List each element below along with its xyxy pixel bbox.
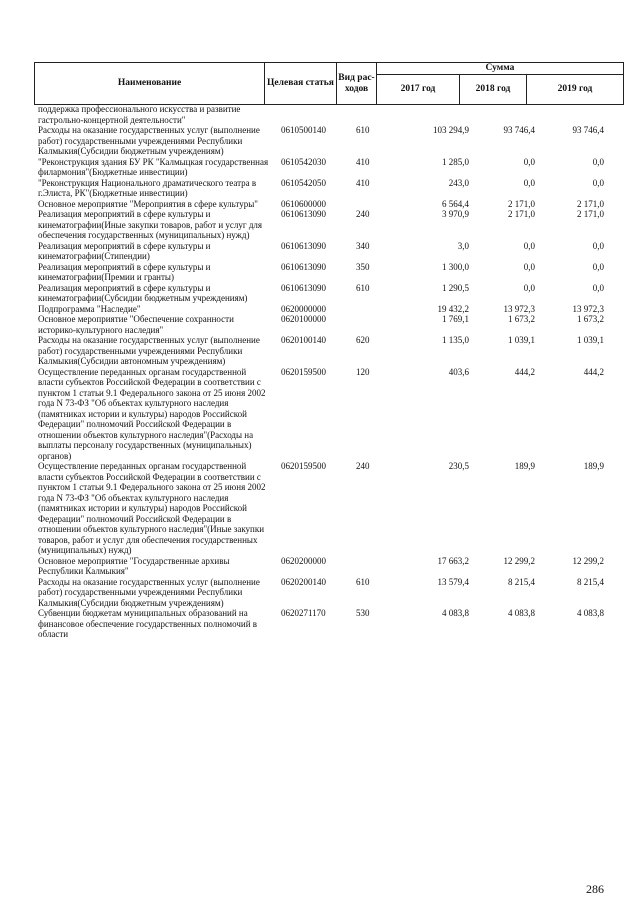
row-2017: 6 564,4 [442, 198, 469, 209]
table-row [38, 314, 628, 335]
row-name: Осуществление переданных органам государственной власти субъектов Российской Федерации в соответствии с пунктом 1 статьи 9.1 Федерального закона от 25 июня 2002 года N 73-ФЗ "Об объектах культурного наследия (памятниках истории и культуры) народов Российской Федерации" полномочий Российской Федерации в отношении объектов культурного наследия"(Иные закупки товаров, работ и услуг для обеспечения государственных (муниципальных) нужд) [38, 461, 266, 555]
row-target-article: 0620100140 [281, 335, 326, 345]
row-2019: 93 746,4 [572, 125, 604, 135]
table-row [38, 262, 628, 283]
row-name: "Реконструкция здания БУ РК "Калмыцкая государственная филармония"(Бюджетные инвестиции) [38, 156, 269, 177]
row-2019: 2 171,0 [577, 198, 604, 209]
table-row [38, 178, 628, 199]
row-name: Реализация мероприятий в сфере культуры и кинематографии(Стипендии) [38, 240, 211, 261]
row-2018: 0,0 [523, 282, 535, 293]
row-target-article: 0610613090 [281, 209, 326, 219]
row-target-article: 0620159500 [281, 461, 326, 471]
row-name: Основное мероприятие "Мероприятия в сфере культуры" [38, 198, 258, 209]
row-target-article: 0610600000 [281, 198, 326, 209]
header-name: Наименование [35, 63, 265, 105]
row-2019: 8 215,4 [577, 576, 604, 587]
row-name: Реализация мероприятий в сфере культуры и кинематографии(Премии и гранты) [38, 261, 211, 282]
row-2017: 17 663,2 [437, 555, 469, 566]
row-2017: 403,6 [448, 366, 469, 377]
header-target-article: Целевая статья [265, 63, 337, 105]
row-2018: 2 171,0 [508, 209, 535, 219]
row-2019: 13 972,3 [572, 303, 604, 314]
row-target-article: 0610500140 [281, 125, 326, 135]
row-name: Расходы на оказание государственных услуг (выполнение работ) государственными учреждениями Республики Калмыкия(Субсидии бюджетным учреждениям) [38, 576, 260, 608]
row-expense-type: 610 [356, 282, 370, 293]
row-target-article: 0620200000 [281, 555, 326, 566]
row-2017: 13 579,4 [437, 576, 469, 587]
row-2018: 4 083,8 [508, 608, 535, 618]
table-row [38, 283, 628, 304]
row-target-article: 0610613090 [281, 282, 326, 293]
row-target-article: 0620100000 [281, 314, 326, 324]
row-2019: 2 171,0 [577, 209, 604, 219]
row-2019: 0,0 [592, 240, 604, 251]
row-2017: 19 432,2 [437, 303, 469, 314]
header-2018: 2018 год [460, 75, 527, 105]
row-name: Расходы на оказание государственных услуг (выполнение работ) государственными учреждениями Республики Калмыкия(Субсидии автономным учреждениям) [38, 335, 260, 366]
row-target-article: 0610613090 [281, 261, 326, 272]
row-2019: 0,0 [592, 177, 604, 188]
row-2017: 230,5 [448, 461, 469, 471]
table-row [38, 461, 628, 556]
row-2017: 3,0 [457, 240, 469, 251]
row-name: Основное мероприятие "Государственные архивы Республики Калмыкия" [38, 555, 230, 576]
table-row [38, 199, 628, 210]
table-row [38, 125, 628, 157]
table-row [38, 608, 628, 640]
row-2018: 8 215,4 [508, 576, 535, 587]
row-2017: 1 290,5 [442, 282, 469, 293]
row-expense-type: 340 [356, 240, 370, 251]
row-2018: 2 171,0 [508, 198, 535, 209]
row-target-article: 0620271170 [281, 608, 326, 618]
row-2019: 1 039,1 [577, 335, 604, 345]
row-2019: 1 673,2 [577, 314, 604, 324]
row-target-article: 0620200140 [281, 576, 326, 587]
row-expense-type: 610 [356, 576, 370, 587]
row-name: Субвенции бюджетам муниципальных образований на финансовое обеспечение государственных полномочий в области [38, 608, 258, 639]
row-2018: 189,9 [514, 461, 535, 471]
table-row [38, 157, 628, 178]
row-target-article: 0620159500 [281, 366, 326, 377]
row-target-article: 0620000000 [281, 303, 326, 314]
row-2019: 444,2 [583, 366, 604, 377]
row-2018: 0,0 [523, 156, 535, 167]
row-2018: 444,2 [514, 366, 535, 377]
header-expense-type: Вид рас-ходов [337, 63, 377, 105]
row-2018: 93 746,4 [503, 125, 535, 135]
row-name: Осуществление переданных органам государственной власти субъектов Российской Федерации в соответствии с пунктом 1 статьи 9.1 Федерального закона от 25 июня 2002 года N 73-ФЗ "Об объектах культурного наследия (памятниках истории и культуры) народов Российской Федерации" полномочий Российской Федерации в отношении объектов культурного наследия"(Расходы на выплаты персоналу государственных (муниципальных) органов) [38, 366, 266, 461]
table-body [38, 104, 628, 640]
row-expense-type: 410 [356, 156, 370, 167]
row-expense-type: 530 [356, 608, 370, 618]
row-2019: 189,9 [583, 461, 604, 471]
header-2017: 2017 год [377, 75, 460, 105]
row-2017: 243,0 [448, 177, 469, 188]
table-row [38, 104, 628, 125]
row-2018: 0,0 [523, 240, 535, 251]
row-name: Реализация мероприятий в сфере культуры и кинематографии(Субсидии бюджетным учреждениям) [38, 282, 248, 303]
table-header [34, 62, 624, 105]
row-expense-type: 120 [356, 366, 370, 377]
row-2017: 1 135,0 [442, 335, 469, 345]
page-number: 286 [586, 882, 604, 896]
header-sum: Сумма [377, 63, 624, 75]
row-expense-type: 240 [356, 461, 370, 471]
row-2018: 13 972,3 [503, 303, 535, 314]
row-2019: 4 083,8 [577, 608, 604, 618]
row-name: "Реконструкция Национального драматического театра в г.Элиста, РК"(Бюджетные инвестиции) [38, 177, 257, 198]
row-expense-type: 610 [356, 125, 370, 135]
table-row [38, 577, 628, 609]
table-row [38, 556, 628, 577]
row-name: Реализация мероприятий в сфере культуры и кинематографии(Иные закупки товаров, работ и услуг для обеспечения государственных (муниципальных) нужд) [38, 209, 263, 240]
row-2017: 103 294,9 [433, 125, 469, 135]
row-2017: 1 285,0 [442, 156, 469, 167]
row-expense-type: 620 [356, 335, 370, 345]
row-2017: 1 769,1 [442, 314, 469, 324]
row-2018: 0,0 [523, 177, 535, 188]
table-row [38, 241, 628, 262]
row-target-article: 0610613090 [281, 240, 326, 251]
row-name: Основное мероприятие "Обеспечение сохранности историко-культурного наследия" [38, 314, 234, 335]
row-2018: 12 299,2 [503, 555, 535, 566]
row-2018: 0,0 [523, 261, 535, 272]
table-row [38, 209, 628, 241]
row-target-article: 0610542050 [281, 177, 326, 188]
row-name: поддержка профессионального искусства и развитие гастрольно-концертной деятельности" [38, 104, 241, 125]
row-name: Подпрограмма "Наследие" [38, 303, 141, 314]
row-expense-type: 350 [356, 261, 370, 272]
row-expense-type: 410 [356, 177, 370, 188]
header-2019: 2019 год [527, 75, 624, 105]
row-2017: 1 300,0 [442, 261, 469, 272]
row-target-article: 0610542030 [281, 156, 326, 167]
row-2019: 12 299,2 [572, 555, 604, 566]
row-2017: 3 970,9 [442, 209, 469, 219]
row-expense-type: 240 [356, 209, 370, 219]
table-row [38, 335, 628, 367]
row-2019: 0,0 [592, 282, 604, 293]
table-row [38, 304, 628, 315]
table-row [38, 367, 628, 462]
row-name: Расходы на оказание государственных услуг (выполнение работ) государственными учреждениями Республики Калмыкия(Субсидии бюджетным учреждениям) [38, 125, 260, 156]
row-2018: 1 039,1 [508, 335, 535, 345]
row-2019: 0,0 [592, 156, 604, 167]
row-2017: 4 083,8 [442, 608, 469, 618]
row-2018: 1 673,2 [508, 314, 535, 324]
row-2019: 0,0 [592, 261, 604, 272]
